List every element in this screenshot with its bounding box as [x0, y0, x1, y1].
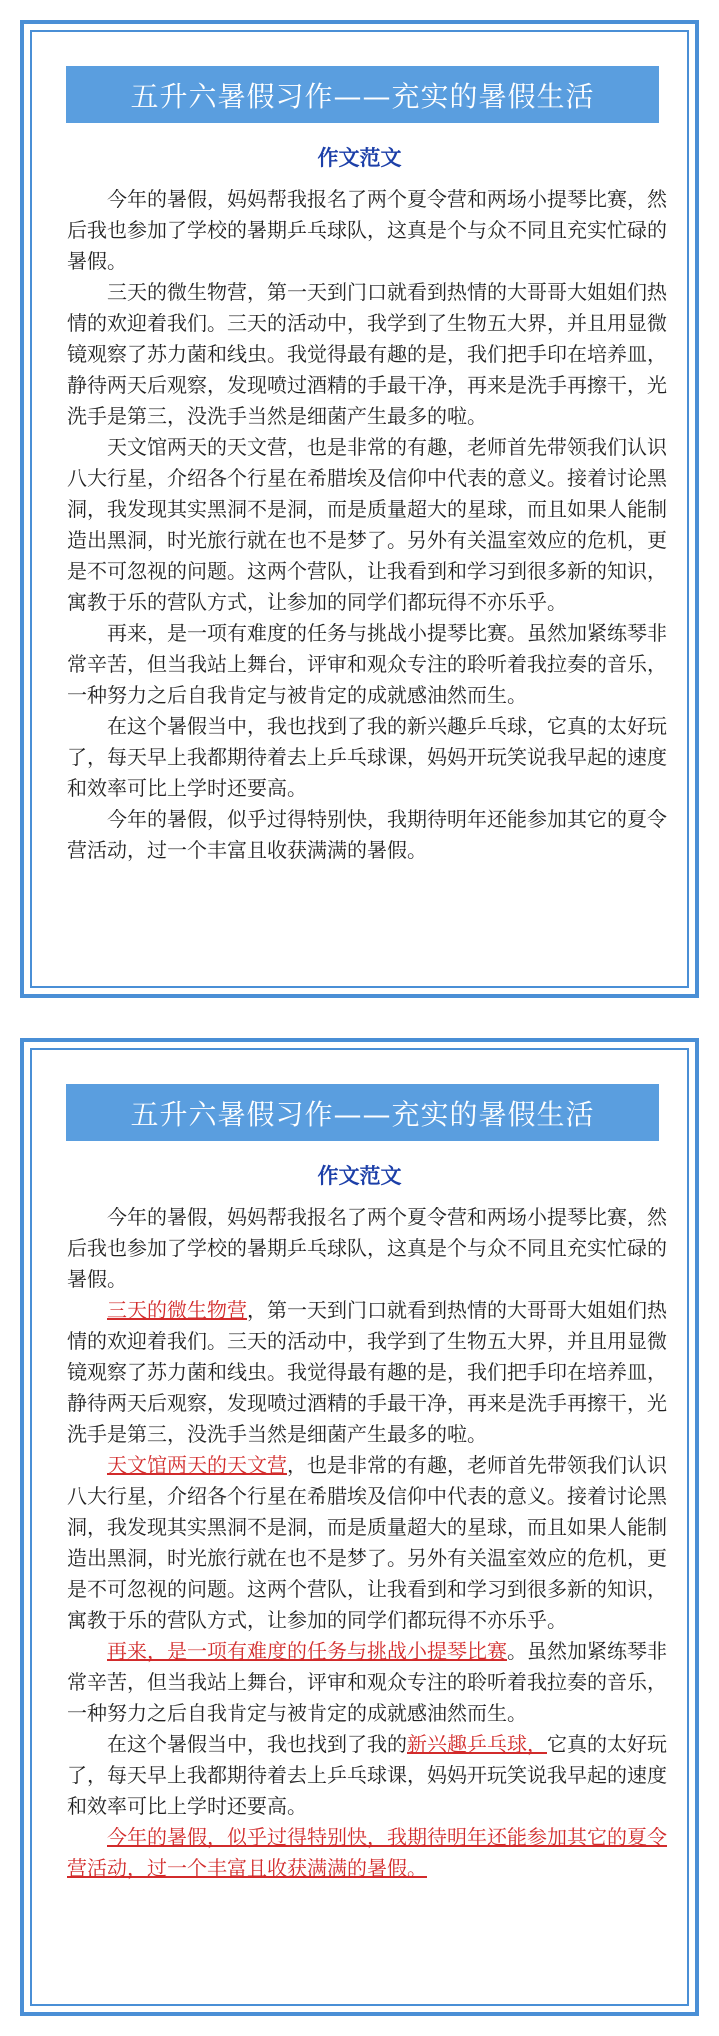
paragraph-1: 今年的暑假，妈妈帮我报名了两个夏令营和两场小提琴比赛，然后我也参加了学校的暑期乒乓球队，这真是个与众不同且充实忙碌的暑假。 [67, 1205, 667, 1291]
essay-subtitle: 作文范文 [317, 1164, 402, 1188]
paragraph-4 [67, 1636, 667, 1729]
paragraph-3-rest: ，也是非常的有趣，老师首先带领我们认识八大行星，介绍各个行星在希腊埃及信仰中代表的意义。接着讨论黑洞，我发现其实黑洞不是洞，而是质量超大的星球，而且如果人能制造出黑洞，时光旅行就在也不是梦了。另外有关温室效应的危机，更是不可忽视的问题。这两个营队，让我看到和学习到很多新的知识，寓教于乐的营队方式，让参加的同学们都玩得不亦乐乎。 [67, 1453, 667, 1632]
essay-subtitle: 作文范文 [317, 146, 402, 170]
paragraph-6-text: 今年的暑假，似乎过得特别快，我期待明年还能参加其它的夏令营活动，过一个丰富且收获满满的暑假。 [67, 1825, 667, 1880]
paragraph-2-highlight: 三天的微生物营 [107, 1298, 247, 1322]
paragraph-5 [67, 711, 667, 804]
paragraph-3-rest: ，也是非常的有趣，老师首先带领我们认识八大行星，介绍各个行星在希腊埃及信仰中代表的意义。接着讨论黑洞，我发现其实黑洞不是洞，而是质量超大的星球，而且如果人能制造出黑洞，时光旅行就在也不是梦了。另外有关温室效应的危机，更是不可忽视的问题。这两个营队，让我看到和学习到很多新的知识，寓教于乐的营队方式，让参加的同学们都玩得不亦乐乎。 [67, 435, 667, 614]
paragraph-3 [67, 432, 667, 618]
paragraph-6-highlight [67, 1822, 667, 1884]
paragraph-2-lead: 三天的微生物营 [107, 280, 247, 304]
paragraph-3-lead: 天文馆两天的天文营 [107, 435, 287, 459]
essay-body [67, 1202, 667, 1884]
essay-card-annotated [20, 1038, 699, 2016]
essay-title: 五升六暑假习作——充实的暑假生活 [66, 66, 659, 123]
paragraph-4 [67, 618, 667, 711]
paragraph-5-highlight: 新兴趣乒乓球， [407, 1732, 547, 1756]
paragraph-3 [67, 1450, 667, 1636]
paragraph-5-highlight: 新兴趣乒乓球， [407, 714, 547, 738]
paragraph-4-rest: 。虽然加紧练琴非常辛苦，但当我站上舞台，评审和观众专注的聆听着我拉奏的音乐，一种努力之后自我肯定与被肯定的成就感油然而生。 [67, 621, 667, 707]
paragraph-2 [67, 277, 667, 432]
paragraph-4-rest: 。虽然加紧练琴非常辛苦，但当我站上舞台，评审和观众专注的聆听着我拉奏的音乐，一种努力之后自我肯定与被肯定的成就感油然而生。 [67, 1639, 667, 1725]
essay-card-plain [20, 20, 699, 998]
paragraph-1: 今年的暑假，妈妈帮我报名了两个夏令营和两场小提琴比赛，然后我也参加了学校的暑期乒乓球队，这真是个与众不同且充实忙碌的暑假。 [67, 187, 667, 273]
paragraph-2 [67, 1295, 667, 1450]
paragraph-5-pre: 在这个暑假当中，我也找到了我的 [107, 714, 407, 738]
paragraph-5-rest: 它真的太好玩了，每天早上我都期待着去上乒乓球课，妈妈开玩笑说我早起的速度和效率可比上学时还要高。 [67, 714, 667, 800]
paragraph-2-rest: ，第一天到门口就看到热情的大哥哥大姐姐们热情的欢迎着我们。三天的活动中，我学到了生物五大界，并且用显微镜观察了苏力菌和线虫。我觉得最有趣的是，我们把手印在培养皿，静待两天后观察，发现喷过酒精的手最干净，再来是洗手再擦干，光洗手是第三，没洗手当然是细菌产生最多的啦。 [67, 280, 667, 428]
paragraph-5-pre: 在这个暑假当中，我也找到了我的 [107, 1732, 407, 1756]
essay-body [67, 184, 667, 866]
paragraph-5 [67, 1729, 667, 1822]
paragraph-2-rest: ，第一天到门口就看到热情的大哥哥大姐姐们热情的欢迎着我们。三天的活动中，我学到了生物五大界，并且用显微镜观察了苏力菌和线虫。我觉得最有趣的是，我们把手印在培养皿，静待两天后观察，发现喷过酒精的手最干净，再来是洗手再擦干，光洗手是第三，没洗手当然是细菌产生最多的啦。 [67, 1298, 667, 1446]
paragraph-5-rest: 它真的太好玩了，每天早上我都期待着去上乒乓球课，妈妈开玩笑说我早起的速度和效率可比上学时还要高。 [67, 1732, 667, 1818]
essay-title: 五升六暑假习作——充实的暑假生活 [66, 1084, 659, 1141]
paragraph-4-lead: 再来，是一项有难度的任务与挑战小提琴比赛 [107, 621, 507, 645]
paragraph-3-highlight: 天文馆两天的天文营 [107, 1453, 287, 1477]
paragraph-6: 今年的暑假，似乎过得特别快，我期待明年还能参加其它的夏令营活动，过一个丰富且收获满满的暑假。 [67, 807, 667, 862]
paragraph-4-highlight: 再来，是一项有难度的任务与挑战小提琴比赛 [107, 1639, 507, 1663]
